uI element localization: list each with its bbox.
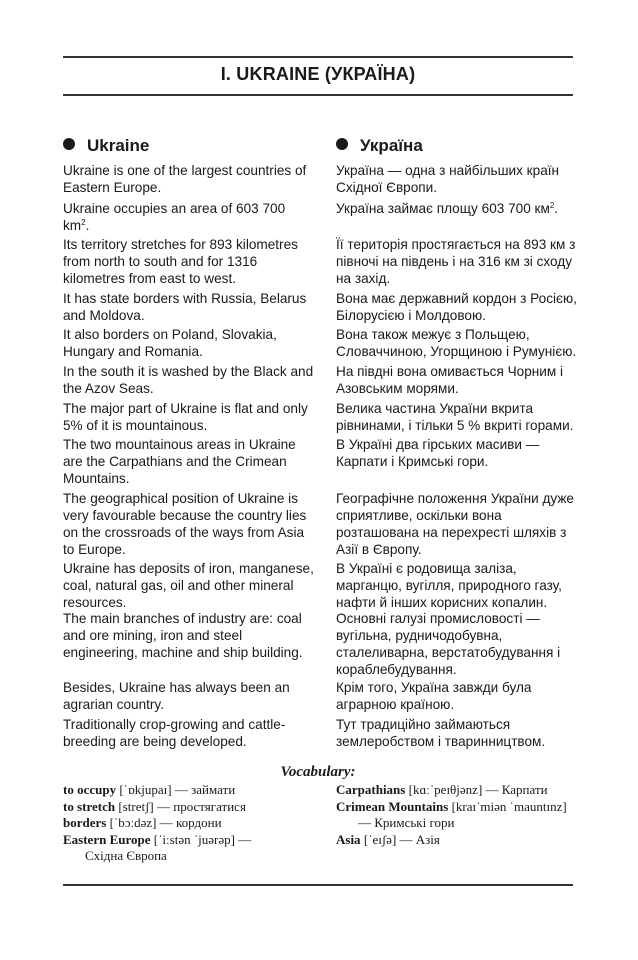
title-rule (63, 94, 573, 96)
ua-heading (336, 136, 423, 156)
ua-paragraph-7: Велика частина України вкрита рівнинами, і тільки 5 % вкриті горами. (336, 401, 574, 433)
page-title: I. UKRAINE (УКРАЇНА) (220, 64, 416, 84)
ua-paragraph-12: Крім того, Україна завжди була аграрною країною. (336, 680, 532, 712)
vocabulary-title: Vocabulary: (280, 764, 356, 780)
en-area-sup: 2 (81, 218, 86, 227)
vocab-entry-continuation: Східна Європа (85, 848, 167, 863)
vocab-entry: Crimean Mountains [kraɪˈmiən ˈmauntɪnz] (336, 798, 567, 814)
bottom-rule (63, 884, 573, 886)
ua-paragraph-6: На півдні вона омивається Чорним і Азовським морями. (336, 364, 564, 396)
en-paragraph-1: Ukraine is one of the largest countries of Eastern Europe. (63, 163, 307, 195)
ua-area-text: Україна займає площу 603 700 км (336, 201, 550, 216)
ua-paragraph-4: Вона має державний кордон з Росією, Білорусією і Молдовою. (336, 291, 577, 323)
en-heading (63, 136, 149, 156)
vocabulary-right (336, 782, 586, 848)
bullet-icon (336, 138, 348, 150)
en-paragraph-11: The main branches of industry are: coal and ore mining, iron and steel engineering, machine and ship building. (63, 611, 303, 660)
vocab-entry: to stretch [stretʃ] — простягатися (63, 798, 246, 814)
ua-paragraph-5: Вона також межує з Польщею, Словаччиною, Угорщиною і Румунією. (336, 327, 577, 359)
en-paragraph-4: It has state borders with Russia, Belarus and Moldova. (63, 291, 307, 323)
top-rule (63, 56, 573, 58)
en-paragraph-5: It also borders on Poland, Slovakia, Hungary and Romania. (63, 327, 277, 359)
vocab-entry: Eastern Europe [ˈiːstən ˈjuərəp] — (63, 831, 252, 847)
vocab-entry: borders [ˈbɔːdəz] — кордони (63, 815, 222, 830)
vocabulary-left (63, 782, 328, 865)
en-paragraph-10: Ukraine has deposits of iron, manganese, coal, natural gas, oil and other mineral resources. (63, 561, 314, 610)
vocab-entry: Asia [ˈeɪʃə] — Азія (336, 831, 440, 847)
ua-paragraph-11: Основні галузі промисловості — вугільна, рудничодобувна, сталеливарна, верстатобудування і кораблебудування. (336, 611, 561, 677)
en-paragraph-6: In the south it is washed by the Black and the Azov Seas. (63, 364, 314, 396)
ua-paragraph-13: Тут традиційно займаються землеробством і тваринництвом. (336, 717, 546, 749)
ua-heading-text: Україна (360, 136, 423, 155)
en-paragraph-3: Its territory stretches for 893 kilometres from north to south and for 1316 kilometres from east to west. (63, 237, 298, 286)
en-paragraph-9: The geographical position of Ukraine is very favourable because the country lies on the crossroads of the ways from Asia to Europe. (63, 491, 307, 557)
vocab-entry: to occupy [ˈɒkjupaɪ] — займати (63, 782, 236, 797)
ua-paragraph-1: Україна — одна з найбільших країн Східної Європи. (336, 163, 560, 195)
en-area-text: Ukraine occupies an area of 603 700 km (63, 201, 286, 233)
ua-area-sup: 2 (549, 201, 555, 210)
en-paragraph-7: The major part of Ukraine is flat and only 5% of it is mountainous. (63, 401, 308, 433)
bullet-icon (63, 138, 75, 150)
ua-paragraph-10: В Україні є родовища заліза, марганцю, вугілля, природного газу, нафти й інших корисних копалин. (336, 561, 562, 610)
ua-paragraph-8: В Україні два гірських масиви — Карпати і Кримські гори. (336, 437, 540, 469)
en-heading-text: Ukraine (87, 136, 150, 155)
en-paragraph-8: The two mountainous areas in Ukraine are the Carpathians and the Crimean Mountains. (63, 437, 296, 486)
en-paragraph-13: Traditionally crop-growing and cattle-breeding are being developed. (63, 717, 286, 749)
ua-paragraph-3: Її територія простягається на 893 км з півночі на південь і на 316 км зі сходу на захід. (336, 237, 576, 286)
vocab-entry-continuation: — Кримські гори (358, 815, 455, 830)
ua-paragraph-2: Україна займає площу 603 700 $км^2$. (336, 201, 559, 216)
ua-paragraph-9: Географічне положення України дуже сприятливе, оскільки вона розташована на перехресті шляхів з Азії в Європу. (336, 491, 574, 557)
vocab-entry: Carpathians [kɑːˈpeɪθjənz] — Карпати (336, 782, 548, 797)
en-paragraph-2: Ukraine occupies an area of 603 700 $km^2$. (63, 201, 286, 233)
en-paragraph-12: Besides, Ukraine has always been an agrarian country. (63, 680, 290, 712)
